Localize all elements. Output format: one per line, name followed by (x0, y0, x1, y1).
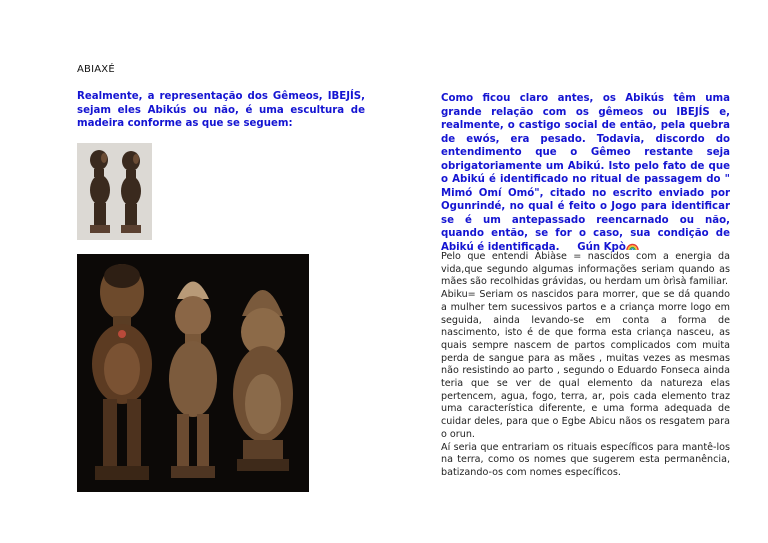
rituals-paragraph: Aí seria que entrariam os rituais específicos para mantê-los na terra, como os nomes que sugerem esta permanência, batizando-os com nomes específicos. (441, 441, 730, 478)
abiase-paragraph: Pelo que entendi Àbiàse = nascidos com a energia da vida,que segundo algumas informações seriam quando as mães são recolhidas grávidas, ou herdam um òrìsà familiar. (441, 251, 730, 288)
abiku-paragraph: Abiku= Seriam os nascidos para morrer, que se dá quando a mulher tem sucessivos partos e a criança morre logo em seguida, ainda levando-se em conta a forma de nascimento, isto é de que forma esta criança nasceu, as quais sempre nascem de partos complicados com muita perda de sangue para as mães , muitas vezes as mesmas não resistindo ao parto , segundo o Eduardo Fonseca ainda teria que se ver de qual elemento da natureza elas pertencem, agua, fogo, terra, ar, pois cada elemento traz uma característica diferente, e uma forma adequada de cuidar deles, para que o Egbe Abicu nãos os resgatem para o orun. (441, 289, 730, 440)
abiase-abiku-definitions (441, 251, 730, 480)
three-figures-photo (77, 254, 309, 492)
intro-paragraph: Realmente, a representação dos Gêmeos, IBEJÍS, sejam eles Abikús ou não, é uma escultura de madeira conforme as que se seguem: (77, 91, 365, 129)
signature: Gún Kpò (577, 241, 626, 253)
abiku-ibeji-text: Como ficou claro antes, os Abikús têm uma grande relação com os gêmeos ou IBEJÍS e, realmente, o castigo social de então, pela quebra de ewós, era pesado. Todavia, discordo do entendimento que o Gêmeo restante seja obrigatoriamente um Abikú. Isto pelo fato de que o Abikú é identificado no ritual de passagem do " Mimó Omí Omó", citado no escrito enviado por Ogunrindé, no qual é feito o Jogo para identificar se é um antepassado reencarnado ou não, quando então, se for o caso, sua condição de Abikú é identificada. (441, 93, 730, 253)
page-title: ABIAXÉ (77, 64, 115, 75)
rainbow-icon (626, 241, 639, 251)
twin-figures-small-photo (77, 143, 152, 240)
abiku-ibeji-paragraph (441, 92, 730, 254)
